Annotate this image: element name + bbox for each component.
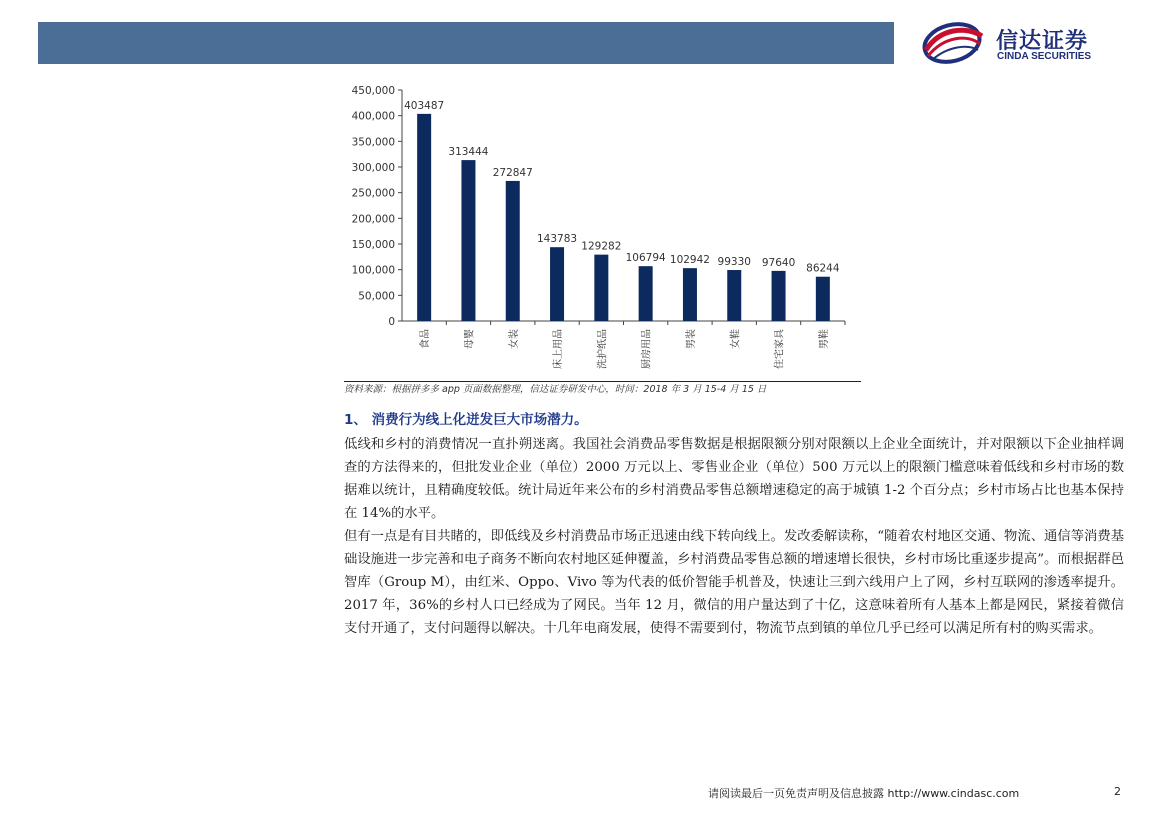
bar-data-label: 99330: [717, 256, 751, 269]
x-category-label: 母婴: [464, 329, 476, 349]
bar: [816, 277, 830, 321]
logo-english-name: CINDA SECURITIES: [997, 51, 1092, 62]
x-category-label: 厨房用品: [641, 329, 653, 369]
x-category-label: 住宅家具: [774, 329, 786, 369]
x-category-label: 男鞋: [818, 328, 830, 349]
y-tick-label: 300,000: [351, 162, 395, 174]
bar-chart: [330, 80, 870, 380]
section-heading: 1、 消费行为线上化迸发巨大市场潜力。: [344, 412, 588, 428]
footer-disclaimer: 请阅读最后一页免责声明及信息披露 http://www.cindasc.com: [708, 787, 1020, 800]
bar: [506, 181, 520, 321]
bar: [639, 266, 653, 321]
bar-data-label: 313444: [448, 146, 489, 159]
bar-data-label: 106794: [625, 252, 666, 265]
bar-chart-svg: [330, 80, 870, 380]
header-bar: [38, 22, 894, 64]
logo-chinese-name: 信达证券: [996, 29, 1089, 54]
x-category-label: 女鞋: [730, 329, 742, 349]
y-tick-label: 50,000: [358, 290, 395, 303]
body-paragraph-1: 低线和乡村的消费情况一直扑朔迷离。我国社会消费品零售数据是根据限额分别对限额以上企业全面统计，并对限额以下企业抽样调查的方法得来的，但批发业企业（单位）2000 万元以上、零售业企业（单位）500 万元以上的限额门槛意味着低线和乡村市场的数据难以统计，且精确度较低。统计局近年来公布的乡村消费品零售总额增速稳定的高于城镇 1-2 个百分点；乡村市场占比也基本保持在 14%的水平。: [344, 437, 1124, 521]
bar: [594, 255, 608, 321]
bar-data-label: 102942: [669, 254, 710, 267]
body-paragraph-2: 但有一点是有目共睹的，即低线及乡村消费品市场正迅速由线下转向线上。发改委解读称，“随着农村地区交通、物流、通信等消费基础设施进一步完善和电子商务不断向农村地区延伸覆盖，乡村消费品零售总额的增速增长很快，乡村市场比重逐步提高”。而根据群邑智库（Group M），由红米、Oppo、Vivo 等为代表的低价智能手机普及，快速让三到六线用户上了网，乡村互联网的渗透率提升。2017 年，36%的乡村人口已经成为了网民。当年 12 月，微信的用户量达到了十亿，这意味着所有人基本上都是网民，紧接着微信支付开通了，支付问题得以解决。十几年电商发展，使得不需要到付，物流节点到镇的单位几乎已经可以满足所有村的购买需求。: [344, 529, 1124, 636]
bar: [683, 268, 697, 321]
bar-data-label: 143783: [537, 233, 578, 246]
y-tick-label: 200,000: [351, 213, 395, 226]
bar: [461, 160, 475, 321]
bar-data-label: 97640: [761, 256, 796, 269]
chart-source: 资料来源：根据拼多多 app 页面数据整理，信达证券研发中心，时间：2018 年 3 月 15-4 月 15 日: [344, 384, 767, 395]
bar-data-label: 86244: [806, 262, 840, 275]
bar: [550, 247, 564, 321]
bar: [417, 114, 431, 321]
y-tick-label: 250,000: [351, 187, 395, 200]
bar-data-label: 272847: [492, 166, 533, 179]
y-tick-label: 450,000: [351, 85, 395, 97]
bar: [727, 270, 741, 321]
y-tick-label: 400,000: [351, 110, 395, 123]
x-category-label: 洗护纸品: [597, 329, 609, 369]
cinda-swirl-icon: [920, 20, 990, 66]
y-tick-label: 100,000: [351, 264, 395, 277]
y-tick-label: 350,000: [351, 136, 395, 149]
cinda-logo: [920, 20, 1130, 66]
bar: [772, 271, 786, 321]
x-category-label: 男装: [685, 329, 697, 349]
bar-data-label: 403487: [404, 99, 445, 112]
bar-data-label: 129282: [581, 240, 622, 253]
y-tick-label: 0: [388, 316, 395, 328]
x-category-label: 女装: [508, 329, 520, 349]
y-tick-label: 150,000: [351, 239, 395, 251]
x-category-label: 食品: [420, 329, 432, 349]
x-category-label: 床上用品: [553, 329, 565, 369]
page-number: 2: [1114, 785, 1121, 798]
